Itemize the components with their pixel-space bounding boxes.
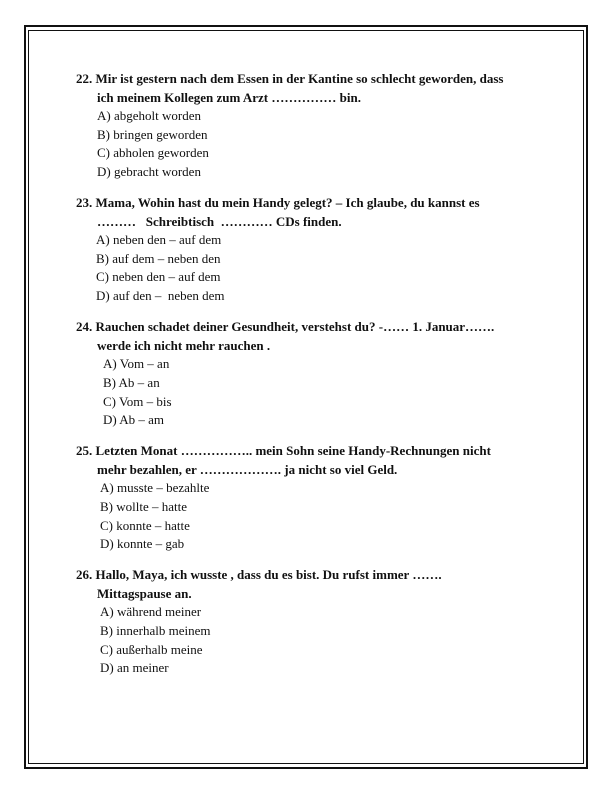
question-24 bbox=[76, 318, 556, 430]
question-text bbox=[76, 70, 556, 107]
question-line: Mama, Wohin hast du mein Handy gelegt? – Ich glaube, du kannst es bbox=[95, 195, 480, 211]
question-line: Mittagspause an. bbox=[97, 585, 192, 601]
answer-options bbox=[76, 107, 556, 181]
answer-options bbox=[76, 603, 556, 677]
option-a: A) abgeholt worden bbox=[97, 108, 201, 124]
option-d: D) an meiner bbox=[100, 660, 169, 676]
question-line: Rauchen schadet deiner Gesundheit, verstehst du? -…… 1. Januar……. bbox=[95, 319, 495, 335]
option-d: D) konnte – gab bbox=[100, 536, 185, 552]
option-a: A) neben den – auf dem bbox=[96, 232, 222, 248]
answer-options bbox=[76, 479, 556, 553]
option-b: B) innerhalb meinem bbox=[100, 623, 211, 639]
question-number: 26. bbox=[76, 567, 93, 583]
answer-options bbox=[76, 355, 556, 429]
question-26 bbox=[76, 566, 556, 678]
question-25 bbox=[76, 442, 556, 554]
option-c: C) außerhalb meine bbox=[100, 641, 203, 657]
question-line: werde ich nicht mehr rauchen . bbox=[97, 337, 271, 353]
question-line: Hallo, Maya, ich wusste , dass du es bist. Du rufst immer ……. bbox=[95, 567, 442, 583]
option-d: D) Ab – am bbox=[103, 412, 165, 428]
option-c: C) konnte – hatte bbox=[100, 517, 190, 533]
question-text bbox=[76, 442, 556, 479]
option-c: C) Vom – bis bbox=[103, 393, 172, 409]
option-a: A) während meiner bbox=[100, 604, 202, 620]
question-number: 22. bbox=[76, 71, 93, 86]
question-number: 23. bbox=[76, 195, 93, 211]
answer-options bbox=[76, 231, 556, 305]
question-23 bbox=[76, 194, 556, 306]
option-a: A) musste – bezahlte bbox=[100, 480, 210, 496]
option-d: D) gebracht worden bbox=[97, 163, 201, 179]
option-c: C) abholen geworden bbox=[97, 145, 209, 161]
question-text bbox=[76, 318, 556, 355]
question-line: Mir ist gestern nach dem Essen in der Kantine so schlecht geworden, dass bbox=[95, 71, 504, 86]
option-b: B) auf dem – neben den bbox=[96, 250, 221, 266]
question-line: ……… Schreibtisch ………… CDs finden. bbox=[97, 213, 342, 229]
option-b: B) wollte – hatte bbox=[100, 498, 188, 514]
option-a: A) Vom – an bbox=[103, 356, 170, 372]
question-line: Letzten Monat …………….. mein Sohn seine Handy-Rechnungen nicht bbox=[95, 443, 491, 459]
question-number: 25. bbox=[76, 443, 93, 459]
question-line: mehr bezahlen, er ………………. ja nicht so viel Geld. bbox=[97, 461, 398, 477]
option-c: C) neben den – auf dem bbox=[96, 269, 221, 285]
option-b: B) Ab – an bbox=[103, 374, 160, 390]
question-line: ich meinem Kollegen zum Arzt …………… bin. bbox=[97, 89, 361, 105]
question-number: 24. bbox=[76, 319, 93, 335]
option-d: D) auf den – neben dem bbox=[96, 288, 225, 304]
option-b: B) bringen geworden bbox=[97, 126, 208, 142]
question-text bbox=[76, 194, 556, 231]
question-list bbox=[76, 70, 556, 690]
question-22 bbox=[76, 70, 556, 182]
question-text bbox=[76, 566, 556, 603]
